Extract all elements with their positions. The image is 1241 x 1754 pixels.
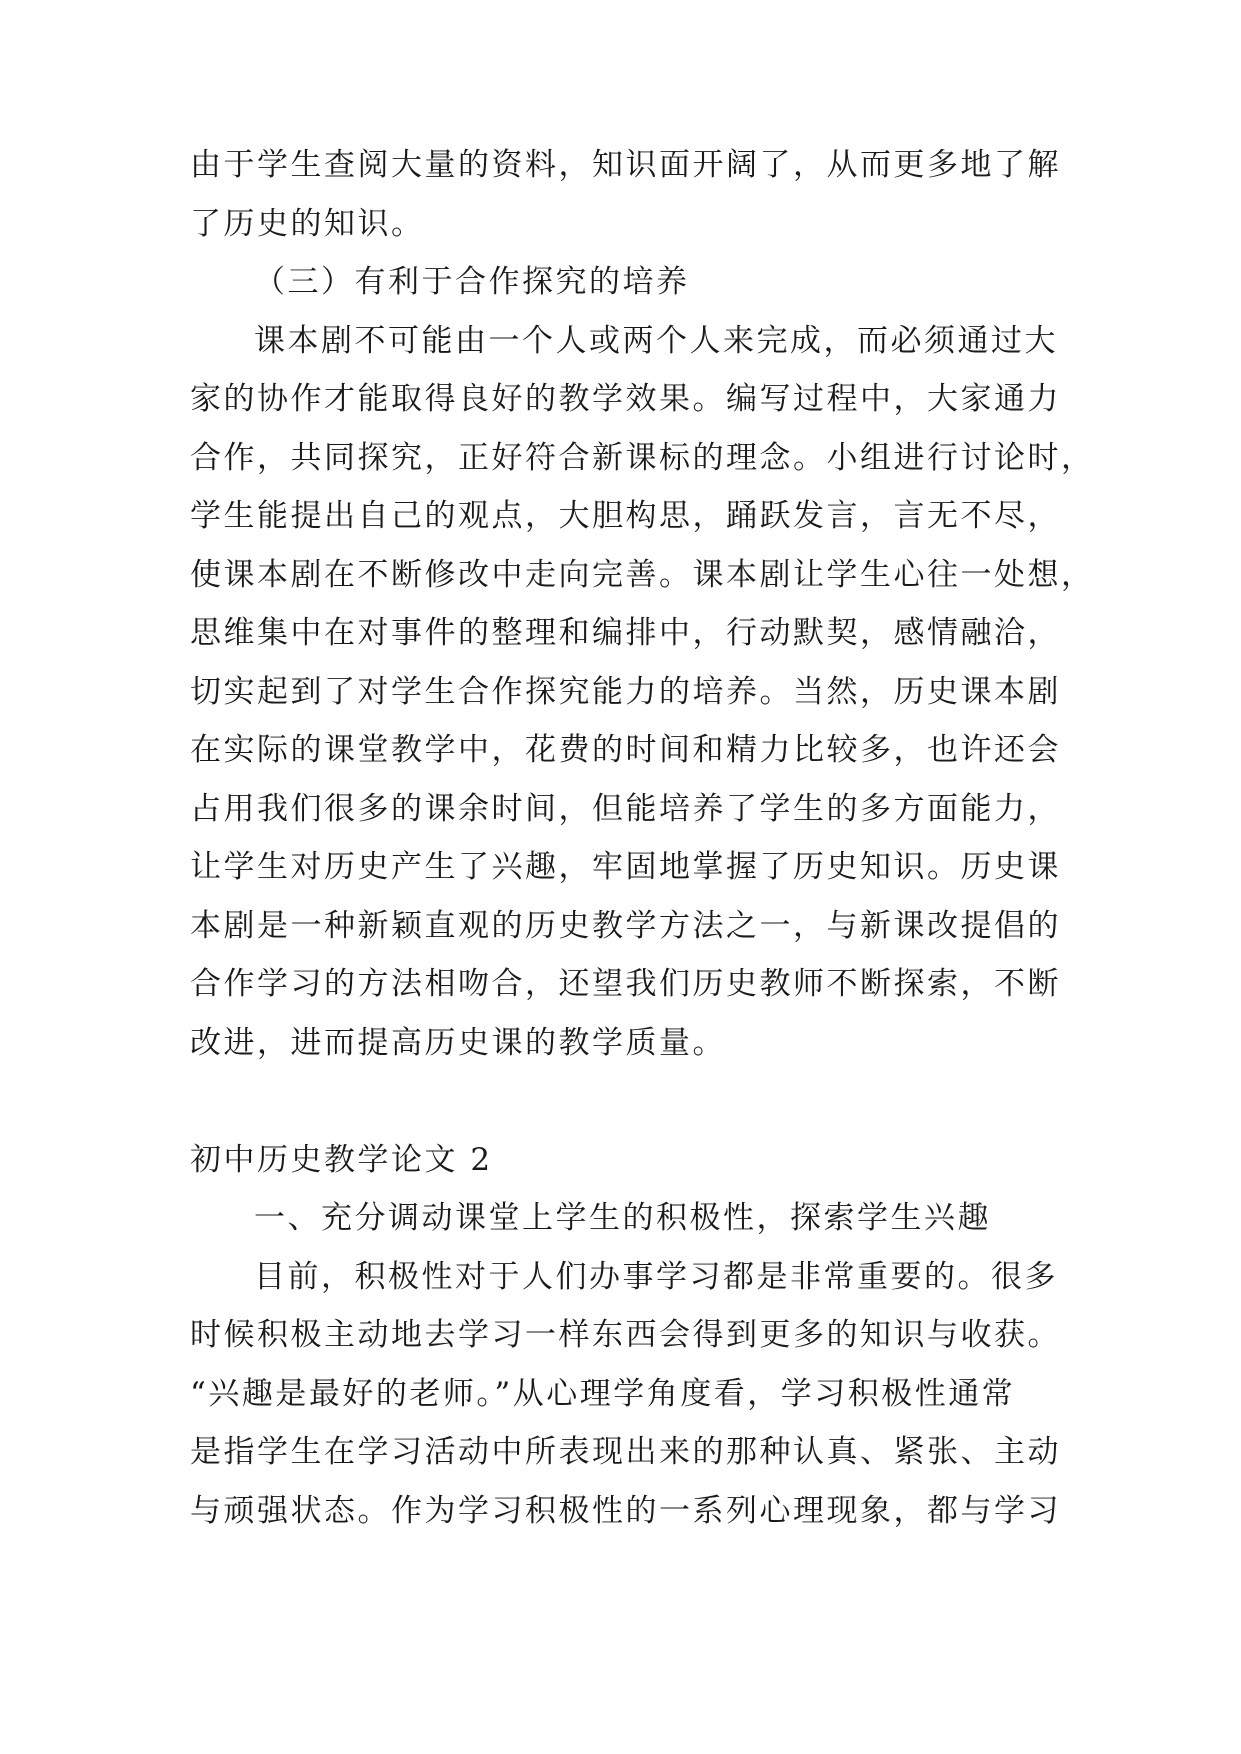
blank-line [190,1072,1056,1131]
paragraph-line: 合作，共同探究，正好符合新课标的理念。小组进行讨论时， [190,439,1095,476]
article-title: 初中历史教学论文 2 [190,1141,493,1178]
paragraph-line: 目前，积极性对于人们办事学习都是非常重要的。很多 [254,1258,1058,1295]
paragraph-line: 使课本剧在不断修改中走向完善。课本剧让学生心往一处想， [190,556,1095,593]
paragraph-line: 由于学生查阅大量的资料，知识面开阔了，从而更多地了解 [190,147,1061,183]
document-body [190,136,1095,1540]
paragraph-line: 在实际的课堂教学中，花费的时间和精力比较多，也许还会 [190,732,1061,768]
paragraph-line: 学生能提出自己的观点，大胆构思，踊跃发言，言无不尽， [190,498,1061,534]
paragraph-line: 时候积极主动地去学习一样东西会得到更多的知识与收获。 [190,1317,1061,1353]
paragraph-line: 本剧是一种新颖直观的历史教学方法之一，与新课改提倡的 [190,907,1061,944]
paragraph-line: 课本剧不可能由一个人或两个人来完成，而必须通过大 [254,322,1058,359]
paragraph-line: 切实起到了对学生合作探究能力的培养。当然，历史课本剧 [190,673,1061,710]
paragraph-line: 了历史的知识。 [190,205,425,242]
section-heading: （三）有利于合作探究的培养 [254,264,690,300]
paragraph-line: 家的协作才能取得良好的教学效果。编写过程中，大家通力 [190,381,1061,417]
paragraph-line: 占用我们很多的课余时间，但能培养了学生的多方面能力， [190,790,1061,827]
paragraph-line: 与顽强状态。作为学习积极性的一系列心理现象，都与学习 [190,1492,1061,1529]
paragraph-line: 合作学习的方法相吻合，还望我们历史教师不断探索，不断 [190,966,1061,1002]
paragraph-line: 改进，进而提高历史课的教学质量。 [190,1024,726,1061]
section-heading: 一、充分调动课堂上学生的积极性，探索学生兴趣 [254,1200,991,1236]
paragraph-line: 思维集中在对事件的整理和编排中，行动默契，感情融洽， [190,615,1061,651]
paragraph-line: 让学生对历史产生了兴趣，牢固地掌握了历史知识。历史课 [190,849,1061,885]
paragraph-line: “兴趣是最好的老师。”从心理学角度看，学习积极性通常 [190,1375,1016,1412]
paragraph-line: 是指学生在学习活动中所表现出来的那种认真、紧张、主动 [190,1434,1061,1470]
